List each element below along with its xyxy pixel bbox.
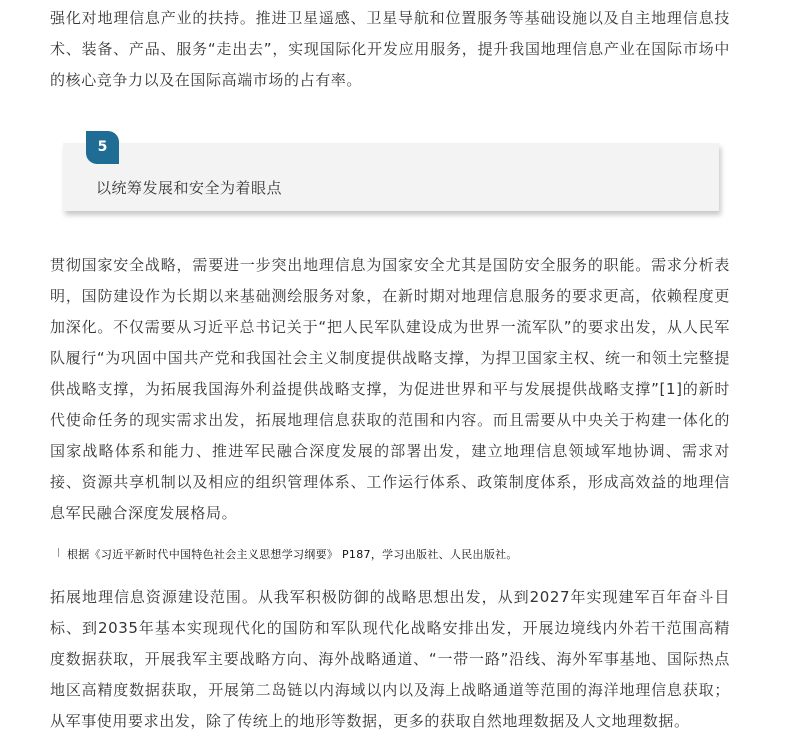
body-paragraph-industry: 强化对地理信息产业的扶持。推进卫星遥感、卫星导航和位置服务等基础设施以及自主地理信息技术、装备、产品、服务“走出去”，实现国际化开发应用服务，提升我国地理信息产业在国际市场中的核心竞争力以及在国际高端市场的占有率。 <box>50 9 730 89</box>
body-paragraph-security: 贯彻国家安全战略，需要进一步突出地理信息为国家安全尤其是国防安全服务的职能。需求分析表明，国防建设作为长期以来基础测绘服务对象，在新时期对地理信息服务的要求更高，依赖程度更加深化。不仅需要从习近平总书记关于“把人民军队建设成为世界一流军队”的要求出发，从人民军队履行“为巩固中国共产党和我国社会主义制度提供战略支撑，为捍卫国家主权、统一和领土完整提供战略支撑，为拓展我国海外利益提供战略支撑，为促进世界和平与发展提供战略支撑”[1]的新时代使命任务的现实需求出发，拓展地理信息获取的范围和内容。而且需要从中央关于构建一体化的国家战略体系和能力、推进军民融合深度发展的部署出发，建立地理信息领域军地协调、需求对接、资源共享机制以及相应的组织管理体系、工作运行体系、政策制度体系，形成高效益的地理信息军民融合深度发展格局。 <box>50 256 730 522</box>
footnote-text: 根据《习近平新时代中国特色社会主义思想学习纲要》 P187，学习出版社、人民出版社。 <box>67 548 518 561</box>
footnote-marker <box>58 548 59 557</box>
footnote <box>58 545 518 565</box>
body-paragraph-resources: 拓展地理信息资源建设范围。从我军积极防御的战略思想出发，从到2027年实现建军百年奋斗目标、到2035年基本实现现代化的国防和军队现代化战略安排出发，开展边境线内外若干范围高精度数据获取，开展我军主要战略方向、海外战略通道、“一带一路”沿线、海外军事基地、国际热点地区高精度数据获取，开展第二岛链以内海域以内以及海上战略通道等范围的海洋地理信息获取；从军事使用要求出发，除了传统上的地形等数据，更多的获取自然地理数据及人文地理数据。 <box>50 588 730 730</box>
section-title: 以统筹发展和安全为着眼点 <box>96 179 283 197</box>
section-number-badge: 5 <box>86 131 119 164</box>
section-heading-card <box>63 139 719 211</box>
